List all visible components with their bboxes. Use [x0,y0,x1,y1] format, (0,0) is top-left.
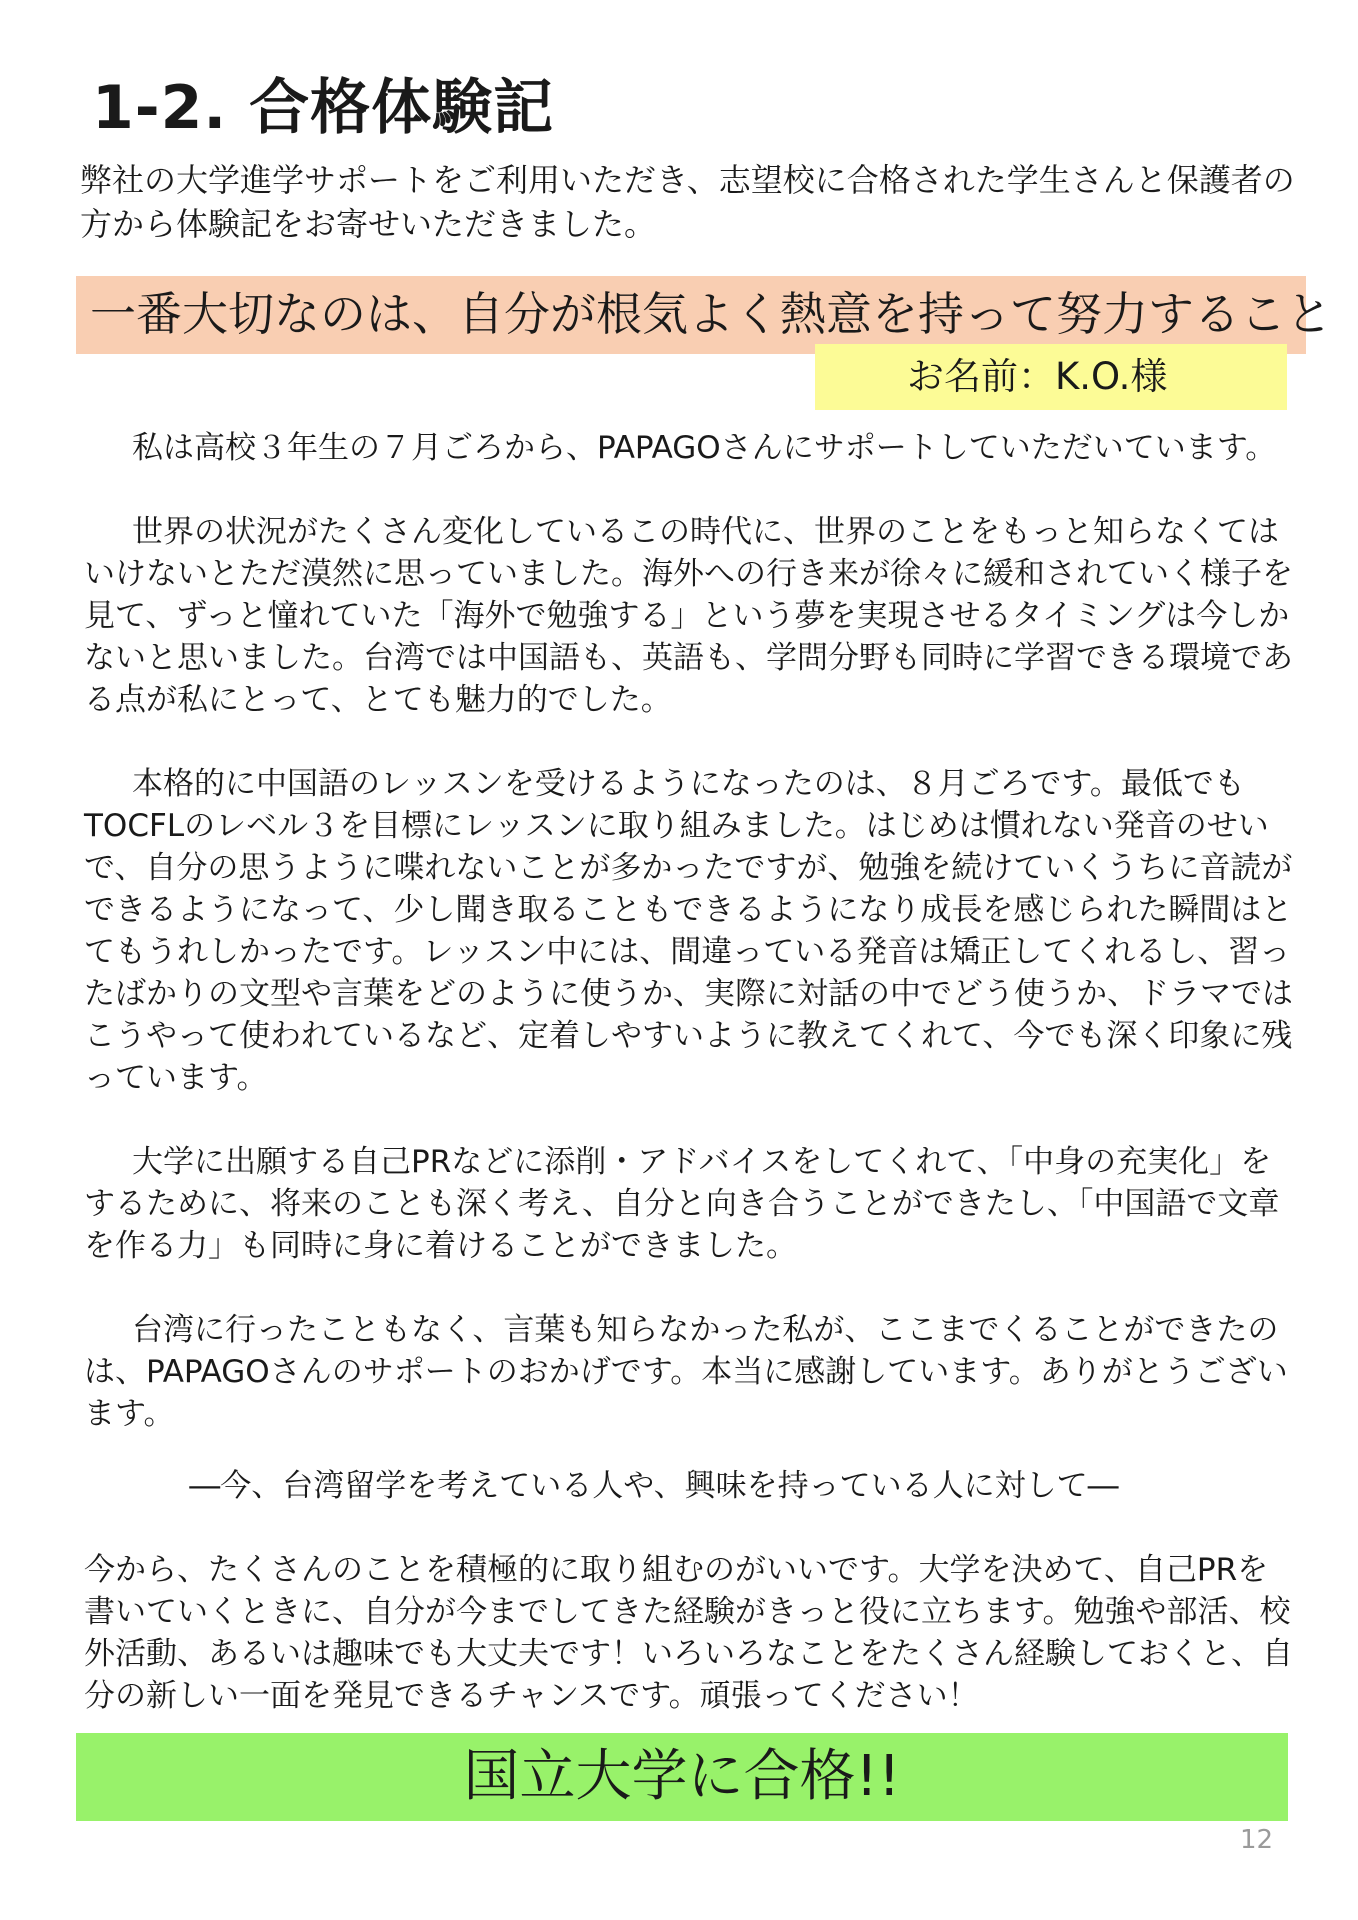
intro-text: 弊社の大学進学サポートをご利用いただき、志望校に合格された学生さんと保護者の方から体験記をお寄せいただきました。 [80,161,1295,243]
result-banner [76,1733,1288,1821]
body-paragraph: 世界の状況がたくさん変化しているこの時代に、世界のことをもっと知らなくてはいけないとただ漠然に思っていました。海外への行き来が徐々に緩和されていく様子を見て、ずっと憧れていた「海外で勉強する」という夢を実現させるタイミングは今しかないと思いました。台湾では中国語も、英語も、学問分野も同時に学習できる環境である点が私にとって、とても魅力的でした。 [84,514,1293,718]
body-paragraph: 大学に出願する自己PRなどに添削・アドバイスをしてくれて、「中身の充実化」をするために、将来のことも深く考え、自分と向き合うことができたし、「中国語で文章を作る力」も同時に身に着けることができました。 [84,1144,1280,1264]
advice-heading: ―今、台湾留学を考えている人や、興味を持っている人に対して― [189,1468,1119,1504]
page-number: 12 [1240,1825,1274,1855]
body-paragraph: 私は高校３年生の７月ごろから、PAPAGOさんにサポートしていただいています。 [132,430,1277,466]
author-name: お名前：K.O.様 [907,355,1168,398]
advice-paragraph: 今から、たくさんのことを積極的に取り組むのがいいです。大学を決めて、自己PRを書いていくときに、自分が今までしてきた経験がきっと役に立ちます。勉強や部活、校外活動、あるいは趣味でも大丈夫です！いろいろなことをたくさん経験しておくと、自分の新しい一面を発見できるチャンスです。頑張ってください！ [84,1552,1293,1714]
author-name-box [815,344,1287,410]
testimonial-body [84,427,1294,1717]
body-paragraph: 本格的に中国語のレッスンを受けるようになったのは、８月ごろです。最低でもTOCFLのレベル３を目標にレッスンに取り組みました。はじめは慣れない発音のせいで、自分の思うように喋れないことが多かったですが、勉強を続けていくうちに音読ができるようになって、少し聞き取ることもできるようになり成長を感じられた瞬間はとてもうれしかったです。レッスン中には、間違っている発音は矯正してくれるし、習ったばかりの文型や言葉をどのように使うか、実際に対話の中でどう使うか、ドラマではこうやって使われているなど、定着しやすいように教えてくれて、今でも深く印象に残っています。 [84,766,1293,1096]
result-text: 国立大学に合格!! [463,1744,901,1809]
testimonial-headline: 一番大切なのは、自分が根気よく熱意を持って努力すること [90,287,1332,341]
headline-band [76,276,1332,354]
page-title: 1-2. 合格体験記 [92,73,555,143]
body-paragraph: 台湾に行ったこともなく、言葉も知らなかった私が、ここまでくることができたのは、PAPAGOさんのサポートのおかげです。本当に感謝しています。ありがとうございます。 [84,1312,1288,1432]
